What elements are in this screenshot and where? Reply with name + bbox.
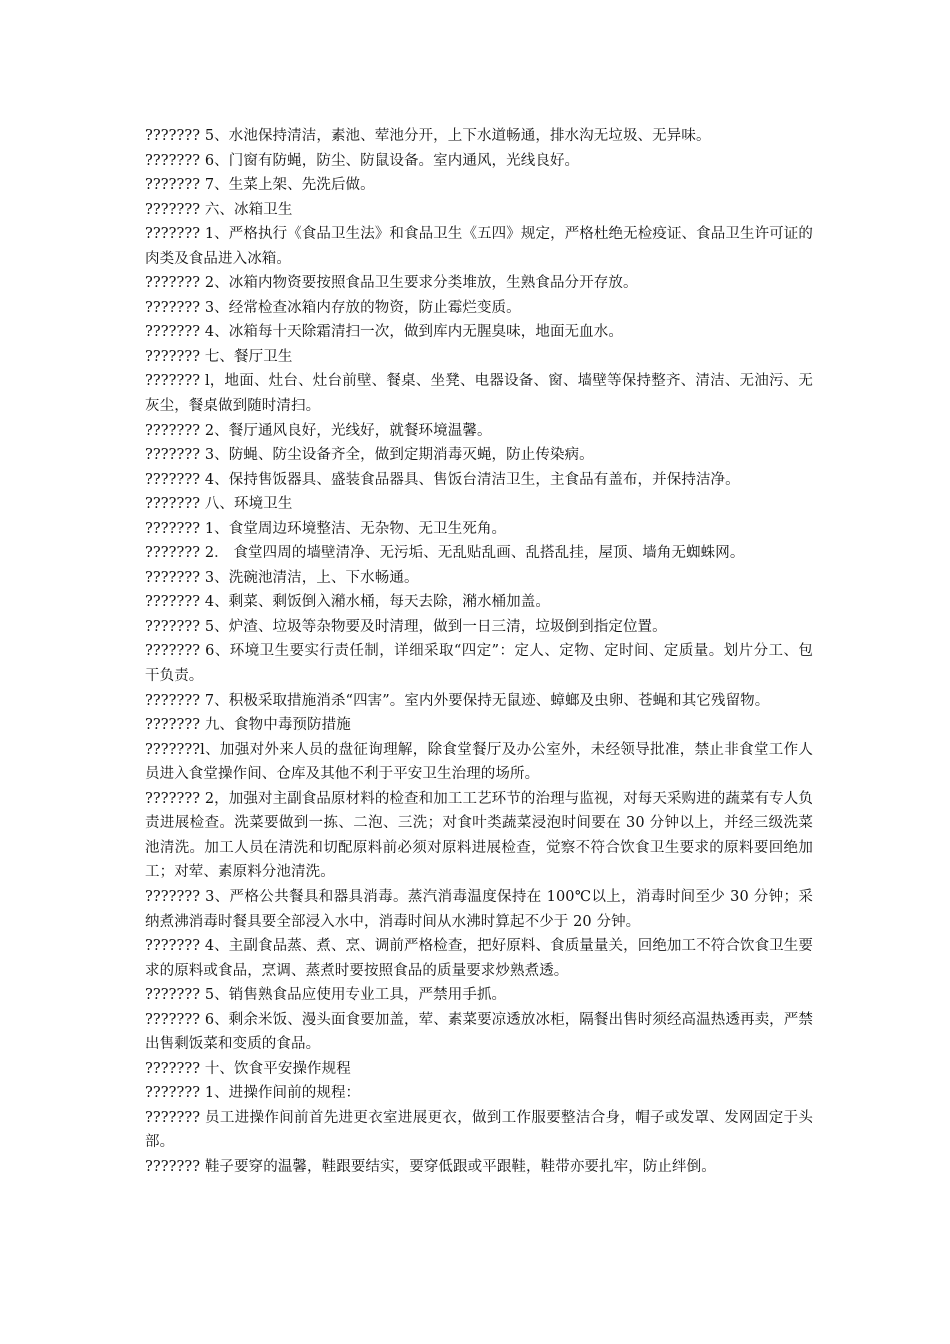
paragraph: ??????? 7、积极采取措施消杀“四害”。室内外要保持无鼠迹、蟑螂及虫卵、苍蝇和其它残留物。 — [145, 692, 770, 709]
paragraph: ??????? 3、防蝇、防尘设备齐全，做到定期消毒灭蝇，防止传染病。 — [145, 447, 594, 464]
paragraph: ??????? 2，加强对主副食品原材料的检查和加工工艺环节的治理与监视，对每天采购进的蔬菜有专人负责进展检查。洗菜要做到一拣、二泡、三洗；对食叶类蔬菜浸泡时间要在 30 分钟以上，并经三级洗菜池清洗。加工人员在清洗和切配原料前必须对原料进展检查，觉察不符合饮食卫生要求的原料要回绝加工；对荤、素原料分池清洗。 — [145, 790, 813, 881]
paragraph: ??????? 6、门窗有防蝇，防尘、防鼠设备。室内通风，光线良好。 — [145, 152, 580, 169]
paragraph: ??????? 5、水池保持清洁，素池、荤池分开，上下水道畅通，排水沟无垃圾、无异味。 — [145, 128, 711, 144]
paragraph: ??????? 1、食堂周边环境整洁、无杂物、无卫生死角。 — [145, 520, 507, 537]
paragraph: ??????? 4、冰箱每十天除霜清扫一次，做到库内无腥臭味，地面无血水。 — [145, 324, 623, 341]
paragraph: ??????? 鞋子要穿的温馨，鞋跟要结实，要穿低跟或平跟鞋，鞋带亦要扎牢，防止绊倒。 — [145, 1158, 716, 1175]
paragraph: ??????? 2． 食堂四周的墙壁清净、无污垢、无乱贴乱画、乱搭乱挂，屋顶、墙角无蜘蛛网。 — [145, 545, 745, 562]
paragraph: ??????? 4、剩菜、剩饭倒入潲水桶，每天去除，潲水桶加盖。 — [145, 594, 550, 611]
paragraph: ??????? 3、洗碗池清洁，上、下水畅通。 — [145, 569, 419, 586]
paragraph: ??????? l，地面、灶台、灶台前壁、餐桌、坐凳、电器设备、窗、墙壁等保持整齐、清洁、无油污、无灰尘，餐桌做到随时清扫。 — [145, 373, 813, 415]
paragraph: ??????? 1、进操作间前的规程： — [145, 1085, 361, 1102]
paragraph: ??????? 4、主副食品蒸、煮、烹、调前严格检查，把好原料、食质量量关，回绝加工不符合饮食卫生要求的原料或食品，烹调、蒸煮时要按照食品的质量要求炒熟煮透。 — [145, 938, 813, 979]
paragraph: ???????l、加强对外来人员的盘征询理解，除食堂餐厅及办公室外，未经领导批准，禁止非食堂工作人员进入食堂操作间、仓库及其他不利于平安卫生治理的场所。 — [145, 741, 813, 783]
paragraph: ??????? 6、剩余米饭、漫头面食要加盖，荤、素菜要凉透放冰柜，隔餐出售时须经高温热透再卖，严禁出售剩饭菜和变质的食品。 — [145, 1011, 813, 1053]
section-heading: ??????? 十、饮食平安操作规程 — [145, 1060, 351, 1077]
paragraph: ??????? 7、生菜上架、先洗后做。 — [145, 177, 375, 194]
paragraph: ??????? 2、冰箱内物资要按照食品卫生要求分类堆放，生熟食品分开存放。 — [145, 275, 638, 292]
section-heading: ??????? 八、环境卫生 — [145, 496, 293, 513]
paragraph: ??????? 6、环境卫生要实行责任制，详细采取“四定”：定人、定物、定时间、定质量。划片分工、包干负责。 — [145, 643, 813, 685]
paragraph: ??????? 员工进操作间前首先进更衣室进展更衣，做到工作服要整洁合身，帽子或发罩、发网固定于头部。 — [145, 1109, 813, 1151]
paragraph: ??????? 3、严格公共餐具和器具消毒。蒸汽消毒温度保持在 100℃以上，消毒时间至少 30 分钟；采纳煮沸消毒时餐具要全部浸入水中，消毒时间从水沸时算起不少于 20 分钟。 — [145, 888, 813, 930]
paragraph: ??????? 5、炉渣、垃圾等杂物要及时清理，做到一日三清，垃圾倒到指定位置。 — [145, 618, 667, 635]
section-heading: ??????? 九、食物中毒预防措施 — [145, 717, 351, 734]
section-heading: ??????? 六、冰箱卫生 — [145, 201, 293, 218]
paragraph: ??????? 2、餐厅通风良好，光线好，就餐环境温馨。 — [145, 422, 492, 439]
paragraph: ??????? 4、保持售饭器具、盛装食品器具、售饭台清洁卫生，主食品有盖布，并保持洁净。 — [145, 471, 740, 488]
document-body — [145, 124, 813, 1180]
paragraph: ??????? 5、销售熟食品应使用专业工具，严禁用手抓。 — [145, 987, 507, 1004]
paragraph: ??????? 3、经常检查冰箱内存放的物资，防止霉烂变质。 — [145, 299, 521, 316]
paragraph: ??????? 1、严格执行《食品卫生法》和食品卫生《五四》规定，严格杜绝无检疫证、食品卫生许可证的肉类及食品进入冰箱。 — [145, 226, 813, 267]
section-heading: ??????? 七、餐厅卫生 — [145, 348, 293, 365]
